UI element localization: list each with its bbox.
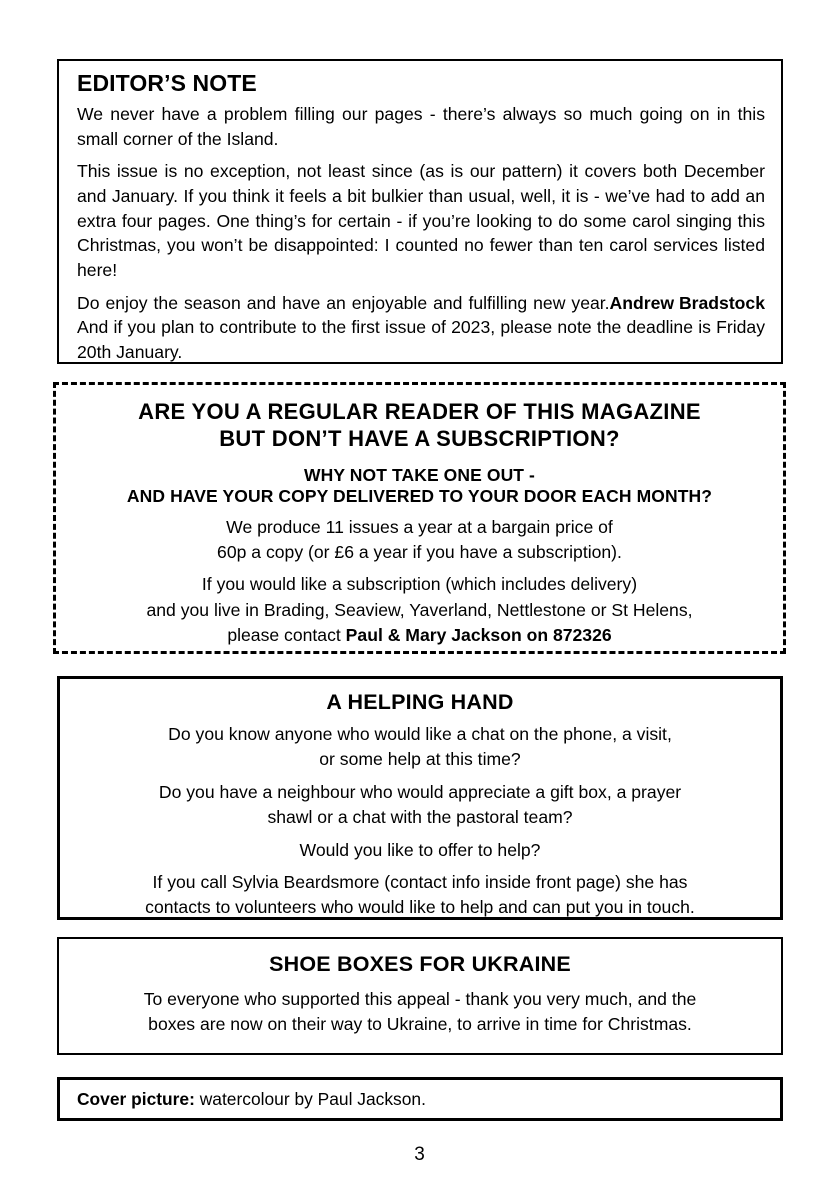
subscription-delivery-line-1: If you would like a subscription (which includes delivery) bbox=[201, 574, 638, 595]
helping-hand-paragraph-2-line-1: Do you have a neighbour who would appreciate a gift box, a prayer bbox=[158, 781, 682, 802]
cover-picture-description: watercolour by Paul Jackson. bbox=[194, 1089, 426, 1109]
editors-note-paragraph-2: This issue is no exception, not least since (as is our pattern) it covers both December and January. If you think it feels a bit bulkier than usual, well, it is - we’ve had to add an extra four pages. One thing’s for certain - if you’re looking to do some carol singing this Christmas, you won’t be disappointed: I counted no fewer than ten carol services listed here! bbox=[77, 161, 765, 280]
page-number: 3 bbox=[414, 1144, 425, 1165]
cover-picture-box bbox=[57, 1077, 783, 1121]
editors-note-signature: Andrew Bradstock bbox=[609, 292, 765, 313]
subscription-headline-line-2: BUT DON’T HAVE A SUBSCRIPTION? bbox=[219, 425, 620, 451]
editors-note-closing-text: Do enjoy the season and have an enjoyable and fulfilling new year. And if you plan to contribute to the first issue of 2023, please note the deadline is Friday 20th January. bbox=[77, 292, 765, 362]
cover-picture-line bbox=[77, 1089, 766, 1110]
helping-hand-paragraph-3: Would you like to offer to help? bbox=[299, 839, 541, 860]
cover-picture-label: Cover picture: bbox=[77, 1089, 195, 1109]
subscription-contact-prefix: please contact bbox=[227, 625, 346, 646]
subscription-advert-box bbox=[53, 382, 786, 654]
subscription-subhead-line-1: WHY NOT TAKE ONE OUT - bbox=[304, 464, 535, 485]
shoe-boxes-heading: SHOE BOXES FOR UKRAINE bbox=[269, 952, 571, 976]
subscription-delivery-line-2: and you live in Brading, Seaview, Yaverland, Nettlestone or St Helens, bbox=[146, 599, 693, 620]
helping-hand-paragraph-2-line-2: shawl or a chat with the pastoral team? bbox=[267, 807, 573, 828]
subscription-price-line-1: We produce 11 issues a year at a bargain price of bbox=[226, 516, 613, 537]
shoe-boxes-body-line-2: boxes are now on their way to Ukraine, to arrive in time for Christmas. bbox=[148, 1014, 692, 1035]
shoe-boxes-body-line-1: To everyone who supported this appeal - thank you very much, and the bbox=[143, 989, 697, 1010]
shoe-boxes-box bbox=[57, 937, 783, 1055]
editors-note-closing-block bbox=[77, 291, 765, 365]
editors-note-box bbox=[57, 59, 783, 364]
subscription-subhead-line-2: AND HAVE YOUR COPY DELIVERED TO YOUR DOOR EACH MONTH? bbox=[126, 485, 713, 506]
helping-hand-box bbox=[57, 676, 783, 920]
editors-note-heading: EDITOR’S NOTE bbox=[77, 70, 257, 96]
helping-hand-paragraph-4-line-1: If you call Sylvia Beardsmore (contact info inside front page) she has bbox=[152, 872, 688, 893]
spacer bbox=[70, 507, 769, 516]
subscription-headline-line-1: ARE YOU A REGULAR READER OF THIS MAGAZINE bbox=[138, 399, 701, 424]
subscription-contact-line bbox=[70, 624, 769, 647]
spacer bbox=[70, 453, 769, 465]
editors-note-paragraph-1: We never have a problem filling our pages - there’s always so much going on in this small corner of the Island. bbox=[77, 104, 765, 149]
subscription-price-line-2: 60p a copy (or £6 a year if you have a subscription). bbox=[217, 542, 622, 563]
subscription-contact-name: Paul & Mary Jackson on 872326 bbox=[345, 625, 612, 646]
helping-hand-paragraph-1-line-1: Do you know anyone who would like a chat on the phone, a visit, bbox=[168, 724, 672, 745]
helping-hand-heading: A HELPING HAND bbox=[326, 690, 514, 714]
helping-hand-paragraph-1-line-2: or some help at this time? bbox=[319, 749, 521, 770]
helping-hand-paragraph-4-line-2: contacts to volunteers who would like to help and can put you in touch. bbox=[145, 897, 695, 918]
